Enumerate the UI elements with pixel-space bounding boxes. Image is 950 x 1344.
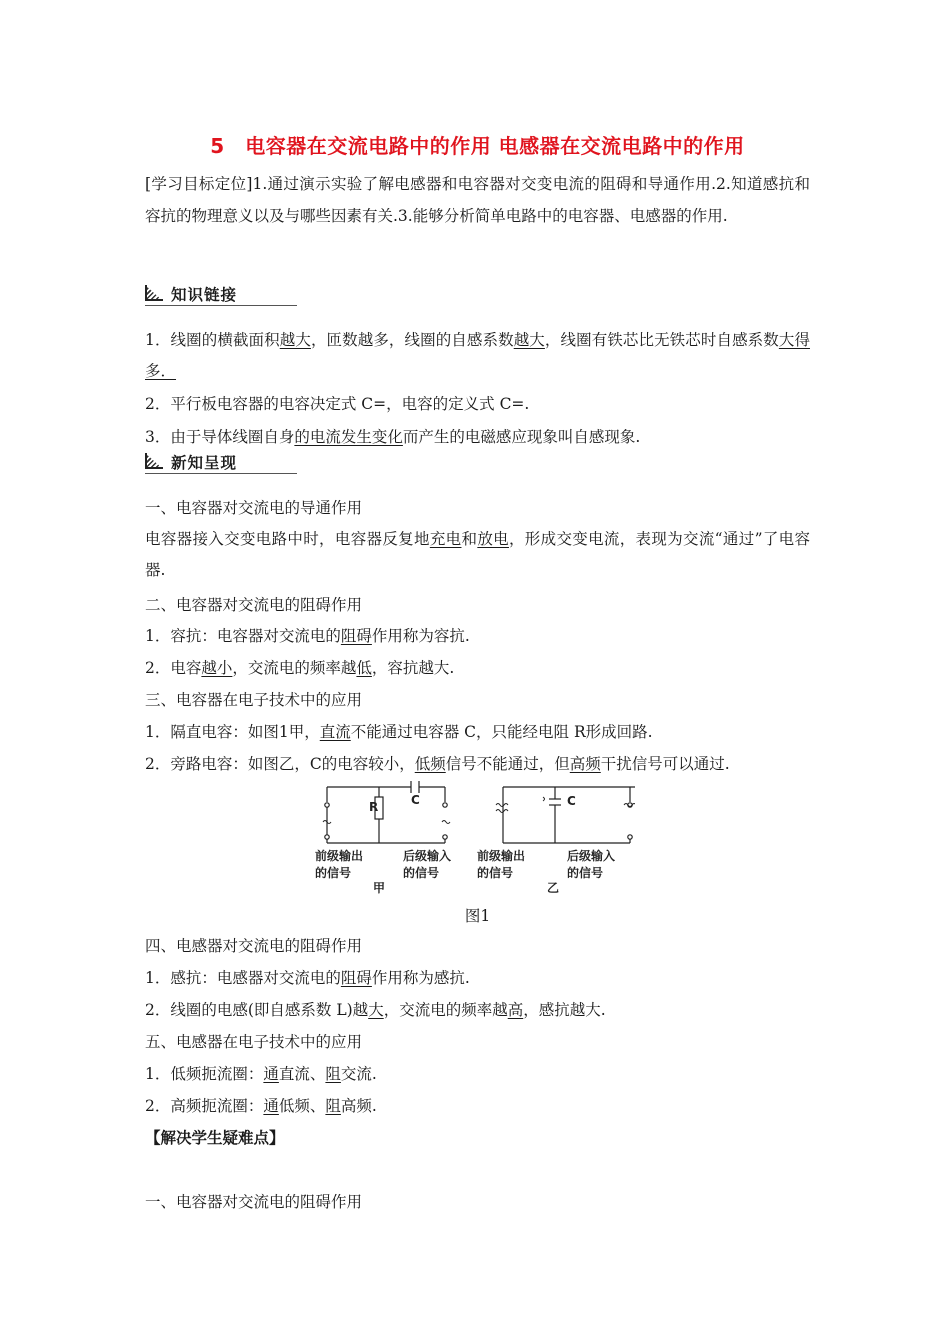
subheading-5: 五、电感器在电子技术中的应用 (145, 1033, 363, 1051)
input-label-line1: 前级输出 (315, 849, 364, 863)
paragraph-1: 电容器接入交变电路中时，电容器反复地充电和放电，形成交变电流，表现为交流“通过”了电容器. (145, 530, 810, 579)
item-2-1: 1．容抗：电容器对交流电的阻碍作用称为容抗. (145, 627, 470, 645)
knowledge-item-1: 1．线圈的横截面积越大，匝数越多，线圈的自感系数越大，线圈有铁芯比无铁芯时自感系数大得多． (145, 331, 810, 380)
learning-goal-text: 1.通过演示实验了解电感器和电容器对交变电流的阻碍和导通作用.2.知道感抗和容抗的物理意义以及与哪些因素有关.3.能够分析简单电路中的电容器、电感器的作用. (145, 175, 810, 225)
input-label-line2: 的信号 (315, 866, 352, 880)
last-subheading: 一、电容器对交流电的阻碍作用 (145, 1193, 363, 1211)
section-corner-icon (145, 453, 163, 469)
output-label-line2: 的信号 (567, 866, 604, 880)
subheading-3: 三、电容器在电子技术中的应用 (145, 691, 363, 709)
section-heading-new-knowledge (145, 451, 297, 474)
resistor-label: R (369, 800, 379, 814)
learning-goal (145, 168, 810, 232)
item-2-2: 2．电容越小，交流电的频率越低，容抗越大. (145, 659, 455, 677)
knowledge-item-3: 3．由于导体线圈自身的电流发生变化而产生的电磁感应现象叫自感现象. (145, 428, 641, 446)
capacitor-label: C (567, 794, 576, 808)
item-5-1: 1．低频扼流圈：通直流、阻交流. (145, 1065, 377, 1083)
output-label-line2: 的信号 (403, 866, 440, 880)
figure-sub-label-yi: 乙 (547, 881, 560, 895)
terminal (325, 835, 329, 839)
output-label-line1: 后级输入 (403, 849, 452, 863)
figure-sub-label-jia: 甲 (373, 881, 386, 895)
input-label-line1: 前级输出 (477, 849, 526, 863)
section-corner-icon (145, 285, 163, 301)
subheading-4: 四、电感器对交流电的阻碍作用 (145, 937, 363, 955)
item-4-1: 1．感抗：电感器对交流电的阻碍作用称为感抗. (145, 969, 470, 987)
page-title: 5 电容器在交流电路中的作用 电感器在交流电路中的作用 (210, 134, 745, 158)
section-heading-knowledge-link (145, 283, 297, 306)
item-3-2: 2．旁路电容：如图乙，C的电容较小，低频信号不能通过，但高频干扰信号可以通过. (145, 755, 730, 773)
input-label-line2: 的信号 (477, 866, 514, 880)
knowledge-item-2: 2．平行板电容器的电容决定式 C=，电容的定义式 C=. (145, 395, 530, 413)
difficulty-heading: 【解决学生疑难点】 (145, 1128, 285, 1147)
item-4-2: 2．线圈的电感(即自感系数 L)越大，交流电的频率越高，感抗越大. (145, 1001, 606, 1019)
subheading-1: 一、电容器对交流电的导通作用 (145, 499, 363, 517)
capacitor-label: C (411, 793, 420, 807)
output-label-line1: 后级输入 (567, 849, 616, 863)
learning-goal-label: [学习目标定位] (145, 175, 253, 193)
figure-caption: 图1 (464, 907, 491, 925)
section-heading-label: 知识链接 (171, 286, 238, 304)
circuit-figure (315, 775, 635, 895)
terminal (325, 803, 329, 807)
item-5-2: 2．高频扼流圈：通低频、阻高频. (145, 1097, 377, 1115)
subheading-2: 二、电容器对交流电的阻碍作用 (145, 596, 363, 614)
section-heading-label: 新知呈现 (171, 454, 238, 472)
item-3-1: 1．隔直电容：如图1甲，直流不能通过电容器 C，只能经电阻 R形成回路. (145, 723, 653, 741)
